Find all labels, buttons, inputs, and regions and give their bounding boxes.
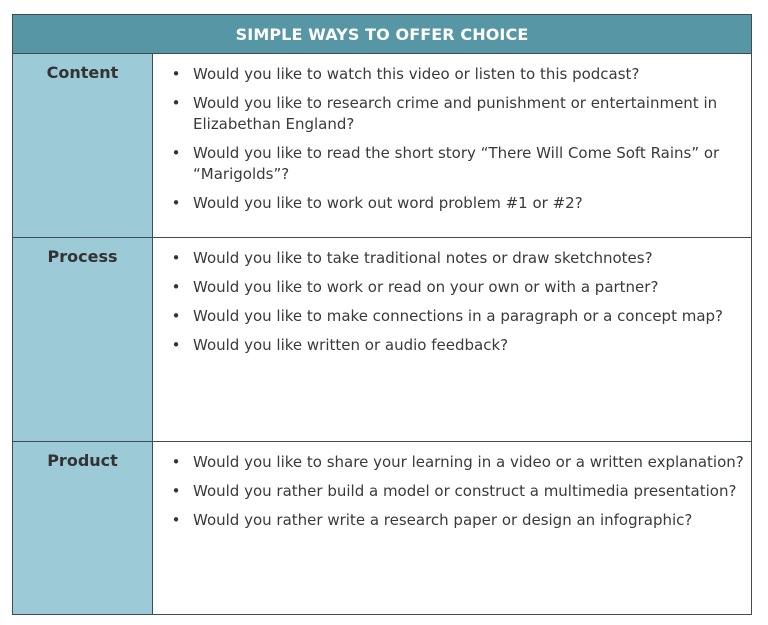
- bullet-icon: •: [171, 511, 181, 529]
- row-items-content: [153, 54, 751, 237]
- row-label-cell: [13, 54, 153, 237]
- row-label-cell: [13, 238, 153, 441]
- list-item: [153, 452, 745, 473]
- row-items-product: [153, 442, 751, 614]
- choice-table: [12, 14, 752, 615]
- table-title: SIMPLE WAYS TO OFFER CHOICE: [235, 24, 529, 44]
- row-process: [13, 238, 751, 442]
- bullet-icon: •: [171, 94, 181, 112]
- bullet-icon: •: [171, 336, 181, 354]
- row-label-cell: [13, 442, 153, 614]
- list-item: [153, 335, 745, 356]
- bullet-icon: •: [171, 307, 181, 325]
- item-text: Would you like to take traditional notes or draw sketchnotes?: [193, 249, 653, 267]
- item-text: Would you like written or audio feedback?: [193, 336, 509, 354]
- item-text: Would you rather write a research paper or design an infographic?: [193, 511, 693, 529]
- row-product: [13, 442, 751, 614]
- item-text: Would you like to work out word problem #1 or #2?: [193, 194, 583, 212]
- row-content: [13, 54, 751, 238]
- bullet-icon: •: [171, 278, 181, 296]
- item-text: Would you like to read the short story “There Will Come Soft Rains” or “Marigolds”?: [193, 144, 720, 183]
- list-item: [153, 481, 745, 502]
- bullet-icon: •: [171, 249, 181, 267]
- list-item: [153, 306, 745, 327]
- list-item: [153, 277, 745, 298]
- item-text: Would you like to work or read on your own or with a partner?: [193, 278, 659, 296]
- row-items-process: [153, 238, 751, 441]
- row-label-process: Process: [47, 247, 118, 266]
- bullet-icon: •: [171, 144, 181, 162]
- item-text: Would you like to make connections in a paragraph or a concept map?: [193, 307, 724, 325]
- item-text: Would you like to watch this video or listen to this podcast?: [193, 65, 640, 83]
- row-label-content: Content: [46, 63, 119, 82]
- item-text: Would you like to share your learning in a video or a written explanation?: [193, 453, 744, 471]
- item-text: Would you rather build a model or construct a multimedia presentation?: [193, 482, 737, 500]
- item-text: Would you like to research crime and punishment or entertainment in Elizabethan England?: [193, 94, 718, 133]
- list-item: [153, 193, 745, 214]
- list-item: [153, 248, 745, 269]
- bullet-icon: •: [171, 194, 181, 212]
- row-label-product: Product: [47, 451, 118, 470]
- bullet-icon: •: [171, 65, 181, 83]
- list-item: [153, 64, 745, 85]
- list-item: [153, 143, 745, 185]
- bullet-icon: •: [171, 453, 181, 471]
- table-header: [13, 15, 751, 54]
- list-item: [153, 93, 745, 135]
- bullet-icon: •: [171, 482, 181, 500]
- list-item: [153, 510, 745, 531]
